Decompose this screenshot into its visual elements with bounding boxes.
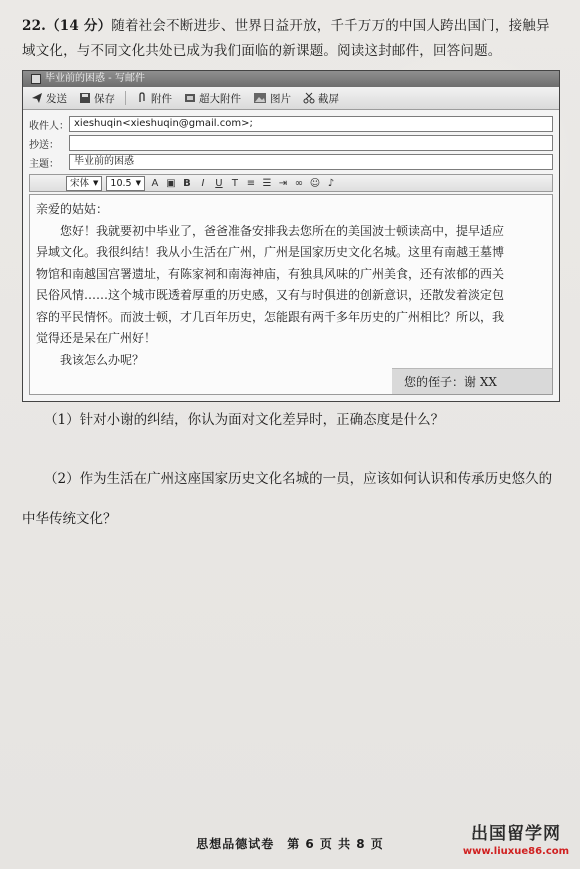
image-icon (253, 92, 267, 104)
cc-label: 抄送： (29, 139, 59, 151)
font-size-value: 10.5 (110, 177, 132, 189)
text-color-icon[interactable]: A (151, 177, 159, 189)
subject-field[interactable]: 毕业前的困惑 (69, 154, 553, 170)
chevron-down-icon: ▼ (93, 178, 99, 187)
watermark-site-name: 出国留学网 (471, 824, 561, 844)
recipient-field[interactable]: xieshuqin<xieshuqin@gmail.com>; (69, 116, 553, 132)
email-toolbar (23, 87, 559, 110)
email-body[interactable] (29, 194, 553, 395)
format-toolbar (29, 174, 553, 192)
attach-label: 附件 (151, 92, 172, 105)
align-icon[interactable]: ≡ (246, 177, 256, 189)
save-button[interactable] (77, 91, 117, 106)
bold-icon[interactable]: B (183, 177, 191, 189)
question-intro (22, 14, 562, 64)
link-icon[interactable]: ∞ (294, 177, 304, 189)
emoji-icon[interactable]: ☺ (309, 177, 321, 189)
page-footer: 思想品德试卷 第 6 页 共 8 页 (196, 837, 384, 851)
email-body-line: 异域文化。我很纠结！我从小生活在广州，广州是国家历史文化名城。这里有南越王墓博 (36, 245, 505, 259)
email-titlebar (23, 71, 559, 87)
email-greeting: 亲爱的姑姑： (36, 202, 109, 216)
question-intro-line-2: 域文化，与不同文化共处已成为我们面临的新课题。阅读这封邮件，回答问题。 (22, 43, 502, 59)
indent-icon[interactable]: ⇥ (278, 177, 288, 189)
chevron-down-icon: ▼ (135, 178, 141, 187)
email-signature: 您的侄子：谢 XX (392, 368, 552, 394)
recipient-label: 收件人： (29, 120, 69, 132)
big-attach-label: 超大附件 (199, 92, 241, 105)
question-intro-line-1: 随着社会不断进步、世界日益开放，千千万万的中国人跨出国门，接触异 (111, 18, 550, 34)
email-window-title: 毕业前的困惑 - 写邮件 (45, 73, 145, 84)
question-number: 22.（14 分） (22, 18, 112, 34)
list-icon[interactable]: ☰ (262, 177, 272, 189)
email-body-line: 我该怎么办呢？ (60, 352, 145, 367)
highlight-icon[interactable]: ▣ (166, 177, 176, 189)
site-watermark-logo (458, 823, 574, 865)
watermark-url: www.liuxue86.com (462, 846, 570, 857)
sub-question-2-continued: 中华传统文化？ (22, 511, 117, 527)
email-body-line: 觉得还是呆在广州好！ (36, 331, 157, 345)
font-family-value: 宋体 (70, 177, 90, 189)
save-icon (79, 92, 91, 104)
music-icon[interactable]: ♪ (327, 177, 335, 189)
underline-icon[interactable]: U (215, 177, 223, 189)
email-window (22, 70, 560, 402)
email-body-line: 容的平民情怀。而波士顿，才几百年历史，怎能跟有两千多年历史的广州相比？所以，我 (36, 309, 505, 324)
strikethrough-icon[interactable]: T (231, 177, 238, 189)
image-button[interactable] (251, 91, 293, 106)
attach-button[interactable] (134, 91, 174, 106)
save-label: 保存 (94, 92, 115, 105)
sub-question-2: （2）作为生活在广州这座国家历史文化名城的一员，应该如何认识和传承历史悠久的 (44, 471, 553, 487)
subject-row (29, 153, 553, 171)
email-body-line: 物馆和南越国宫署遗址，有陈家祠和南海神庙，有独具风味的广州美食，还有浓郁的西关 (36, 266, 505, 281)
send-icon (31, 92, 43, 104)
mail-app-icon (31, 74, 41, 84)
scissors-icon (303, 92, 315, 104)
big-attachment-icon (184, 92, 196, 104)
recipient-row (29, 115, 553, 133)
image-label: 图片 (270, 92, 291, 105)
font-size-select[interactable] (106, 176, 145, 191)
font-family-select[interactable] (66, 176, 102, 191)
paperclip-icon (136, 92, 148, 104)
email-body-line: 民俗风情……这个城市既透着厚重的历史感，又有与时俱进的创新意识，还散发着淡定包 (36, 288, 505, 302)
cc-field[interactable] (69, 135, 553, 151)
subject-label: 主题： (29, 158, 59, 170)
send-button[interactable] (29, 91, 69, 106)
send-label: 发送 (46, 92, 67, 105)
screenshot-label: 截屏 (318, 92, 339, 105)
sub-question-1: （1）针对小谢的纠结，你认为面对文化差异时，正确态度是什么？ (44, 412, 445, 428)
big-attach-button[interactable] (182, 91, 243, 106)
cc-row (29, 134, 553, 152)
italic-icon[interactable]: I (201, 177, 205, 189)
screenshot-button[interactable] (301, 91, 341, 106)
toolbar-divider (125, 91, 126, 105)
email-body-line: 您好！我就要初中毕业了，爸爸准备安排我去您所在的美国波士顿读高中，提早适应 (60, 223, 505, 238)
